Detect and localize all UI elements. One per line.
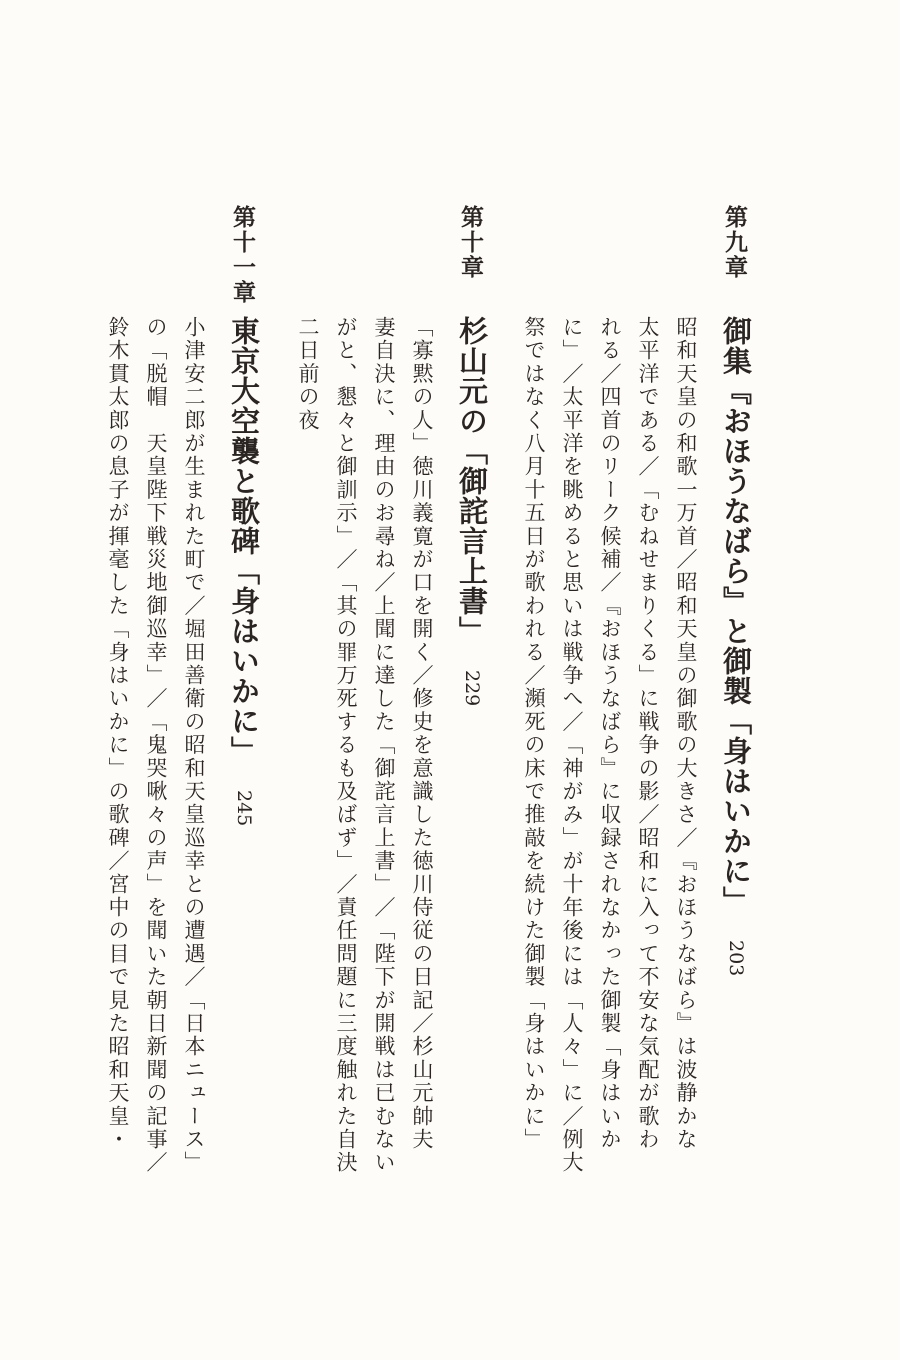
- chapter-title: [452, 316, 489, 707]
- chapter-title-text: 杉山元の「御詫言上書」: [455, 316, 489, 646]
- contents-line: 「寡黙の人」徳川義寛が口を開く／修史を意識した徳川侍従の日記／杉山元帥夫: [410, 316, 434, 1152]
- contents-line: 二日前の夜: [296, 316, 320, 432]
- chapter-label: 第十一章: [229, 205, 256, 305]
- contents-line: れる／四首のリーク候補／『おほうなばら』に収録されなかった御製「身はいか: [598, 316, 622, 1152]
- contents-line: の「脱帽 天皇陛下戦災地御巡幸」／「鬼哭啾々の声」を聞いた朝日新聞の記事／: [144, 316, 168, 1175]
- contents-line: に」／太平洋を眺めると思いは戦争へ／「神がみ」が十年後には「人々」に／例大: [560, 316, 584, 1175]
- chapter-title-text: 御集『おほうなばら』と御製「身はいかに」: [719, 316, 753, 916]
- contents-line: 昭和天皇の和歌一万首／昭和天皇の御歌の大きさ／『おほうなばら』は波静かな: [674, 316, 698, 1152]
- contents-line: がと、懇々と御訓示」／「其の罪万死するも及ばず」／責任問題に三度触れた自決: [334, 316, 358, 1175]
- page-number: 245: [233, 790, 255, 827]
- contents-line: 祭ではなく八月十五日が歌われる／瀕死の床で推敲を続けた御製「身はいかに」: [522, 316, 546, 1152]
- page-number: 229: [461, 670, 483, 707]
- page-number: 203: [725, 940, 747, 977]
- chapter-title-text: 東京大空襲と歌碑「身はいかに」: [227, 316, 261, 766]
- contents-line: 妻自決に、理由のお尋ね／上聞に達した「御詫言上書」／「陛下が開戦は已むない: [372, 316, 396, 1175]
- chapter-title: [716, 316, 753, 977]
- contents-line: 太平洋である／「むねせまりくる」に戦争の影／昭和に入って不安な気配が歌わ: [636, 316, 660, 1152]
- chapter-label: 第十章: [457, 205, 484, 280]
- contents-line: 鈴木貫太郎の息子が揮毫した「身はいかに」の歌碑／宮中の目で見た昭和天皇・: [106, 316, 130, 1152]
- contents-line: 小津安二郎が生まれた町で／堀田善衛の昭和天皇巡幸との遭遇／「日本ニュース」: [182, 316, 206, 1175]
- chapter-title: [224, 316, 261, 827]
- chapter-label: 第九章: [721, 205, 748, 280]
